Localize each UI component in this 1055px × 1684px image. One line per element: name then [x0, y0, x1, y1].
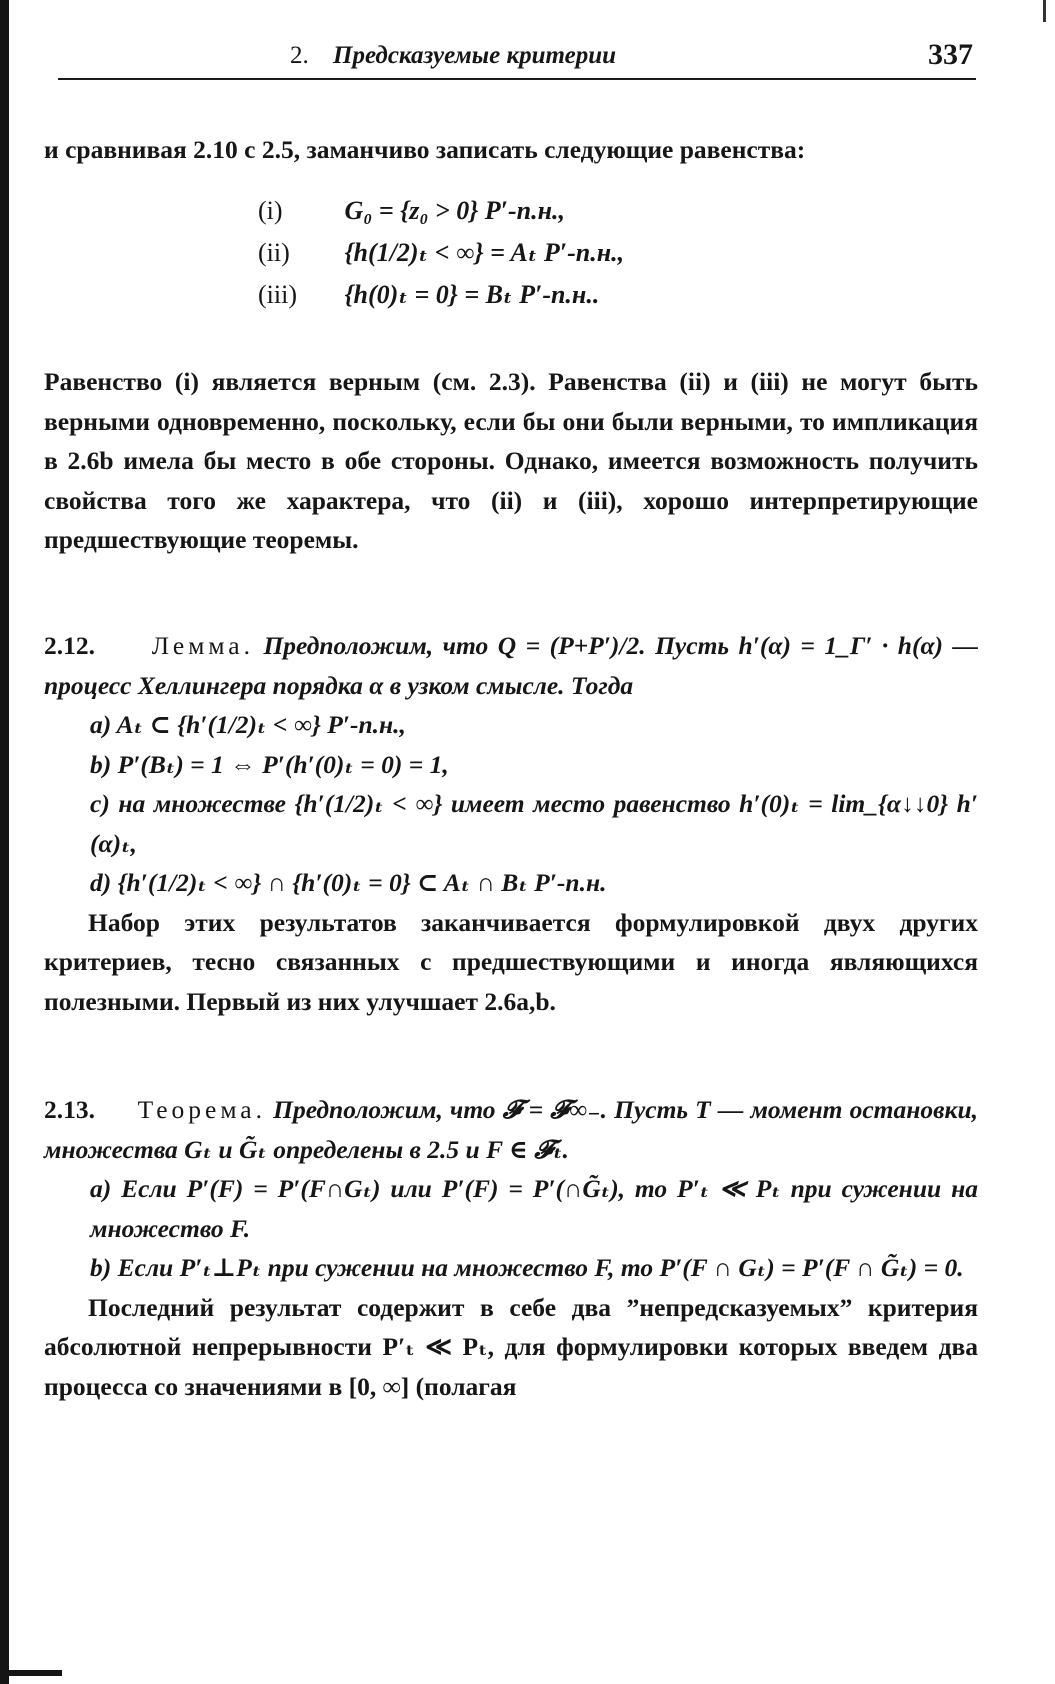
paragraph-1 — [44, 362, 978, 560]
lemma-keyword: Лемма. — [151, 631, 254, 660]
theorem-item-a: a) Если P′(F) = P′(F∩Gₜ) или P′(F) = P′(∩G̃ₜ), то P′ₜ ≪ Pₜ при сужении на множество F. — [90, 1174, 978, 1243]
equation-text: G₀ = {z₀ > 0} P′-п.н., — [344, 196, 566, 225]
lemma-item-b: b) P′(Bₜ) = 1 ⇔ P′(h′(0)ₜ = 0) = 1, — [90, 749, 449, 779]
paragraph-3-text: Последний результат содержит в себе два ”непредсказуемых” критерия абсолютной непрерывности P′ₜ ≪ Pₜ, для формулировки которых введем два процесса со значениями в [0, ∞] (полагая — [44, 1292, 978, 1401]
lemma-text: Предположим, что Q = (P+P′)/2. Пусть h′(α) = 1_Γ′ · h(α) — процесс Хеллингера порядка α в узком смысле. Тогда — [44, 631, 979, 700]
page-corner-mark — [1043, 0, 1046, 22]
theorem-number: 2.13. — [44, 1095, 95, 1124]
paragraph-2-text: Набор этих результатов заканчивается формулировкой двух других критериев, тесно связанных с предшествующими и иногда являющихся полезными. Первый из них улучшает 2.6a,b. — [44, 907, 978, 1016]
header-rule — [58, 78, 976, 80]
paragraph-1-text: Равенство (i) является верным (см. 2.3). Равенства (ii) и (iii) не могут быть верными одновременно, поскольку, если бы они были верными, то импликация в 2.6b имела бы место в обе стороны. Однако, имеется возможность получить свойства того же характера, что (ii) и (iii), хорошо интерпретирующие предшествующие теоремы. — [44, 367, 978, 554]
lemma-item-a: a) Aₜ ⊂ {h′(1/2)ₜ < ∞} P′-п.н., — [90, 710, 406, 739]
lemma-item-c: c) на множестве {h′(1/2)ₜ < ∞} имеет место равенство h′(0)ₜ = lim_{α↓↓0} h′(α)ₜ, — [90, 789, 978, 858]
intro-paragraph — [44, 130, 978, 170]
lemma-number: 2.12. — [44, 631, 95, 660]
theorem-statement — [44, 1090, 978, 1169]
theorem-item-b: b) Если P′ₜ⊥Pₜ при сужении на множество F, то P′(F ∩ Gₜ) = P′(F ∩ G̃ₜ) = 0. — [90, 1253, 964, 1282]
equation-label: (ii) — [258, 238, 290, 267]
page-number: 337 — [928, 38, 973, 71]
section-title-text: Предсказуемые критерии — [333, 42, 617, 69]
section-title — [290, 42, 616, 70]
page-bottom-mark — [0, 1670, 62, 1676]
section-number: 2. — [290, 42, 309, 69]
running-header — [60, 38, 975, 82]
equation-i — [258, 196, 565, 226]
theorem-keyword: Теорема. — [137, 1095, 266, 1124]
intro-line: и сравнивая 2.10 с 2.5, заманчиво записать следующие равенства: — [44, 135, 806, 164]
equation-label: (i) — [258, 196, 283, 225]
lemma-2-12 — [44, 626, 978, 1021]
equation-label: (iii) — [258, 280, 297, 309]
equation-text: {h(0)ₜ = 0} = Bₜ P′-п.н.. — [344, 280, 600, 309]
theorem-2-13 — [44, 1090, 978, 1406]
equation-ii — [258, 238, 624, 268]
theorem-text: Предположим, что 𝓕 = 𝓕∞₋. Пусть T — момент остановки, множества Gₜ и G̃ₜ определены в 2.5 и F ∈ 𝓕ₜ. — [44, 1095, 979, 1164]
lemma-item-d: d) {h′(1/2)ₜ < ∞} ∩ {h′(0)ₜ = 0} ⊂ Aₜ ∩ Bₜ P′-п.н. — [90, 868, 607, 897]
page-left-edge — [0, 0, 9, 1684]
lemma-statement — [44, 626, 978, 705]
equation-iii — [258, 280, 599, 310]
equation-text: {h(1/2)ₜ < ∞} = Aₜ P′-п.н., — [344, 238, 625, 267]
